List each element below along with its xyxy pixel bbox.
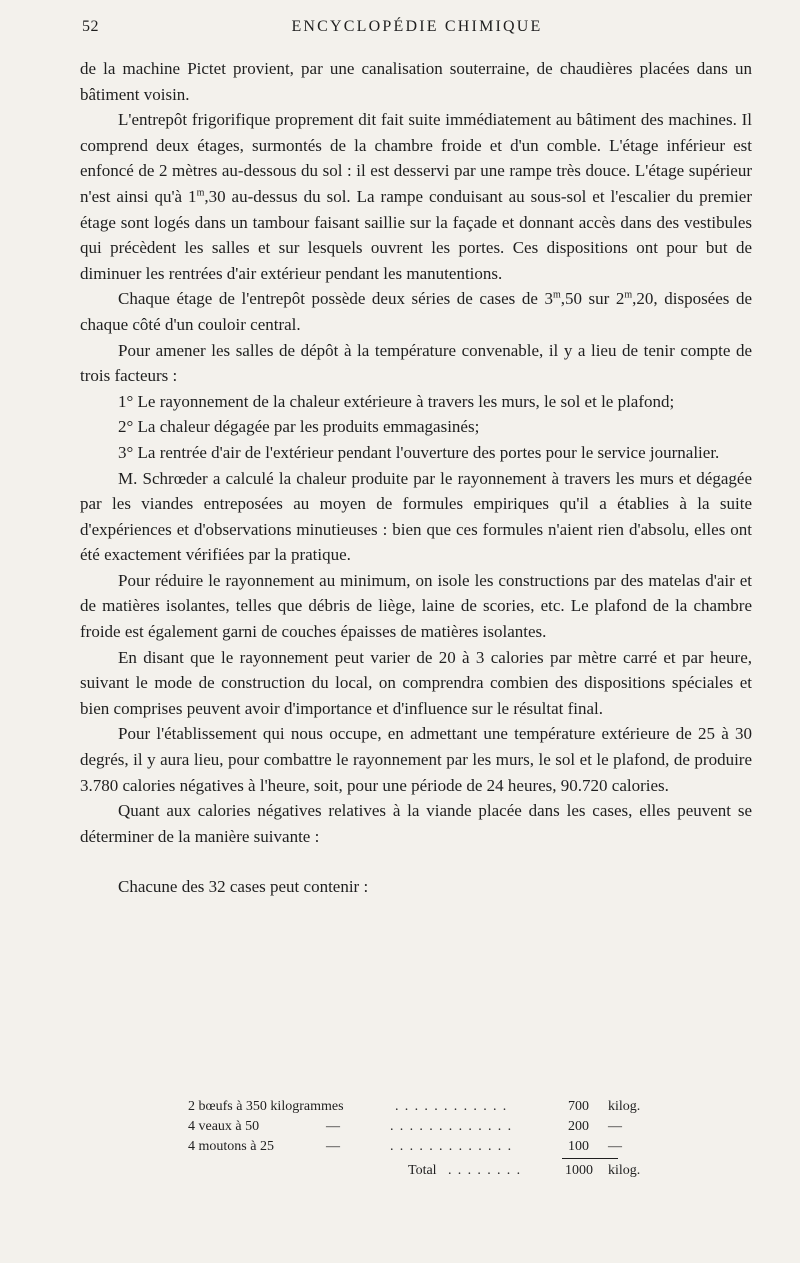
- list-item-1: [80, 389, 752, 415]
- row-quantity: 700: [568, 1099, 589, 1114]
- paragraph-1: [80, 56, 752, 107]
- paragraph-text: Pour l'établissement qui nous occupe, en admettant une température extérieure de 25 à 30 degrés, il y aura lieu, pour combattre le rayonnement par les murs, le sol et le plafond, de produire 3.780 calories négatives à l'heure, soit, pour une période de 24 heures, 90.720 calories.: [80, 724, 752, 795]
- paragraph-text: Pour réduire le rayonnement au minimum, on isole les constructions par des matelas d'air et de matières isolantes, telles que débris de liège, laine de scories, etc. Le plafond de la chambre froide est également garni de couches épaisses de matières isolantes.: [80, 570, 752, 642]
- paragraph-text: M. Schrœder a calculé la chaleur produite par le rayonnement à travers les murs et dégagée par les viandes entreposées au moyen de formules empiriques qu'il a établies à la suite d'expériences et d'observations minutieuses : bien que ces formules n'aient rien d'absolu, elles ont été exactement vérifiées par la pratique.: [80, 468, 752, 565]
- total-rule: [562, 1158, 618, 1159]
- row-quantity: 200: [568, 1119, 589, 1134]
- paragraph-text: L'entrepôt frigorifique proprement dit fait suite immédiatement au bâtiment des machines. Il comprend deux étages, surmontés de la chambre froide et d'un comble. L'étage inférieur est enfoncé de 2 mètres au-dessous du sol : il est desservi par une rampe très douce. L'étage supérieur n'est ainsi qu'à 1: [80, 110, 752, 206]
- row-leader: . . . . . . . . . . . . .: [390, 1139, 513, 1154]
- paragraph-text: 3° La rentrée d'air de l'extérieur pendant l'ouverture des portes pour le service journalier.: [118, 442, 720, 462]
- row-dash: —: [326, 1139, 340, 1154]
- unit-superscript: m: [552, 289, 561, 301]
- paragraph-2: [80, 107, 752, 286]
- contents-table: [188, 1097, 648, 1181]
- paragraph-text: de la machine Pictet provient, par une canalisation souterraine, de chaudières placées dans un bâtiment voisin.: [80, 59, 752, 104]
- paragraph-text: ,30 au-dessus du sol. La rampe conduisant au sous-sol et l'escalier du premier étage sont logés dans un tambour faisant saillie sur la façade et donnant accès dans des vestibules qui précèdent les salles et sur lesquels ouvrent les portes. Ces dispositions ont pour but de diminuer les rentrées d'air extérieur pendant les manutentions.: [80, 186, 752, 283]
- table-row: [188, 1097, 648, 1117]
- unit-superscript: m: [624, 289, 633, 301]
- total-row: [188, 1161, 648, 1181]
- table-row: [188, 1137, 648, 1157]
- total-unit: kilog.: [608, 1163, 641, 1178]
- row-unit: kilog.: [608, 1099, 641, 1114]
- paragraph-7: [80, 645, 752, 722]
- row-quantity: 100: [568, 1139, 589, 1154]
- paragraph-text: Chaque étage de l'entrepôt possède deux séries de cases de 3: [118, 289, 553, 309]
- paragraph-text: 1° Le rayonnement de la chaleur extérieure à travers les murs, le sol et le plafond;: [118, 391, 675, 411]
- running-title: ENCYCLOPÉDIE CHIMIQUE: [291, 18, 543, 35]
- paragraph-text: En disant que le rayonnement peut varier de 20 à 3 calories par mètre carré et par heure, suivant le mode de construction du local, on comprendra combien des dispositions spéciales et bien comprises peuvent avoir d'importance et d'influence sur le résultat final.: [80, 647, 752, 718]
- paragraph-text: 2° La chaleur dégagée par les produits emmagasinés;: [118, 417, 480, 437]
- paragraph-5: [80, 466, 752, 568]
- paragraph-6: [80, 568, 752, 645]
- paragraph-text: Chacune des 32 cases peut contenir :: [118, 877, 369, 897]
- unit-superscript: m: [196, 187, 205, 199]
- paragraph-text: ,20, disposées de chaque côté d'un couloir central.: [80, 289, 752, 334]
- paragraph-10: [80, 874, 752, 900]
- body-text: [80, 56, 752, 900]
- page-header: [82, 18, 752, 44]
- row-label: 4 veaux à 50: [188, 1119, 260, 1134]
- row-leader: . . . . . . . . . . . .: [395, 1099, 508, 1114]
- total-leader: . . . . . . . .: [448, 1163, 522, 1178]
- paragraph-4: [80, 338, 752, 389]
- paragraph-9: [80, 798, 752, 849]
- row-label: 2 bœufs à 350 kilogrammes: [188, 1099, 344, 1114]
- list-item-2: [80, 414, 752, 440]
- list-item-3: [80, 440, 752, 466]
- paragraph-text: Pour amener les salles de dépôt à la température convenable, il y a lieu de tenir compte de trois facteurs :: [80, 340, 752, 386]
- row-unit: —: [608, 1139, 622, 1154]
- row-leader: . . . . . . . . . . . . .: [390, 1119, 513, 1134]
- paragraph-text: Quant aux calories négatives relatives à la viande placée dans les cases, elles peuvent se déterminer de la manière suivante :: [80, 801, 752, 846]
- page-number: 52: [82, 18, 99, 35]
- table-row: [188, 1117, 648, 1137]
- row-unit: —: [608, 1119, 622, 1134]
- paragraph-8: [80, 721, 752, 798]
- row-label: 4 moutons à 25: [188, 1139, 274, 1154]
- row-dash: —: [326, 1119, 340, 1134]
- total-label: Total: [408, 1163, 437, 1178]
- total-quantity: 1000: [565, 1163, 593, 1178]
- paragraph-text: ,50 sur 2: [560, 289, 625, 309]
- paragraph-3: [80, 286, 752, 337]
